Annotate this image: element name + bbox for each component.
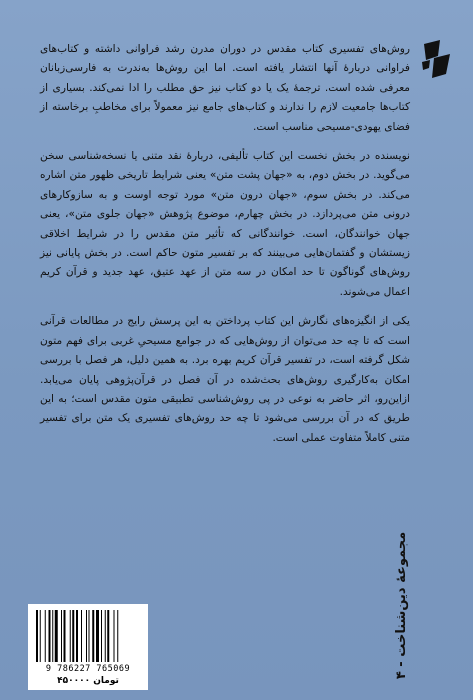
barcode-bar	[49, 610, 51, 662]
barcode-bar	[36, 610, 38, 662]
barcode-bar	[45, 610, 46, 662]
series-label	[388, 520, 416, 690]
blurb-text	[40, 40, 410, 458]
barcode-bar	[61, 610, 62, 662]
blurb-paragraph-2: نویسنده در بخش نخست این کتاب تألیفی، دربارهٔ نقد متنی یا نسخه‌شناسی سخن می‌گوید. در بخش دوم، به «جهان پشت متن» یعنی شرایط تاریخی ظهور متن اشاره می‌کند. در بخش سوم، «جهان درون متن» مورد توجه اوست و به سازوکارهای درونی متن می‌پردازد. در بخش چهارم، موضوع پژوهش «جهان جلوی متن»، یعنی جهان خوانندگان، است. خوانندگانی که تأثیر متن مقدس را در شرایط اخلاقی زیستشان و گفتمان‌هایی می‌بینند که بر تفسیر متون حاکم است. در بخش پایانی نیز روش‌های گوناگون تا حد امکان در سه متن از عهد عتیق، عهد جدید و قرآن کریم اعمال می‌شوند.	[40, 150, 410, 298]
blurb-paragraph-3: یکی از انگیزه‌های نگارش این کتاب پرداختن به این پرسش رایج در مطالعات قرآنی است که تا چه حد می‌توان از روش‌هایی که در جوامع مسیحیِ غربی برای فهم متون شکل گرفته است، در تفسیر قرآن کریم بهره برد. به همین دلیل، هر فصل با بررسی امکان به‌کارگیری روش‌های بحث‌شده در آن فصل در قرآن‌پژوهی پایان می‌یابد. ازاین‌رو، اثر حاضر به نوعی در پی روش‌شناسی تطبیقی متون مقدس است؛ به این طریق که در آن بررسی می‌شود تا چه حد روش‌های تفسیری یک متن برای تفسیر متنی کاملاً متفاوت عملی است.	[40, 315, 410, 444]
barcode-image	[36, 610, 140, 664]
barcode-bar	[70, 610, 71, 662]
barcode-bar	[96, 610, 99, 662]
barcode-bar	[86, 610, 87, 662]
barcode-bar	[64, 610, 66, 662]
barcode-bar	[40, 610, 41, 662]
barcode-panel	[28, 604, 148, 690]
barcode-bar	[76, 610, 78, 662]
barcode-bar	[52, 610, 53, 662]
series-label-text: مجموعهٔ دین‌شناخت - ۴	[394, 531, 410, 679]
blurb-paragraph-1: روش‌های تفسیری کتاب مقدس در دوران مدرن رشد فراوانی داشته و کتاب‌های فراوانی دربارهٔ آنها انتشار یافته است. اما این روش‌ها به‌ندرت به فارسی‌زبانان معرفی شده است. ترجمهٔ یک یا دو کتاب نیز حق مطلب را ادا نمی‌کند. بسیاری از کتاب‌ها جامعیت لازم را ندارند و کتاب‌های جامع نیز معمولاً برای مخاطبِ برخاسته از فضای یهودی-مسیحی مناسب است.	[40, 43, 410, 133]
barcode-bar	[92, 610, 94, 662]
barcode-bar	[114, 610, 115, 662]
barcode-bar	[72, 610, 74, 662]
isbn-number: 9 786227 765069	[45, 664, 131, 674]
publisher-logo-icon	[420, 38, 454, 80]
barcode-bar	[55, 610, 58, 662]
barcode-bar	[101, 610, 102, 662]
barcode-bar	[89, 610, 90, 662]
barcode-bar	[105, 610, 106, 662]
barcode-bar	[117, 610, 118, 662]
barcode-bar	[81, 610, 82, 662]
price-label: ۴۵۰۰۰۰ تومان	[57, 676, 119, 686]
barcode-bar	[107, 610, 109, 662]
